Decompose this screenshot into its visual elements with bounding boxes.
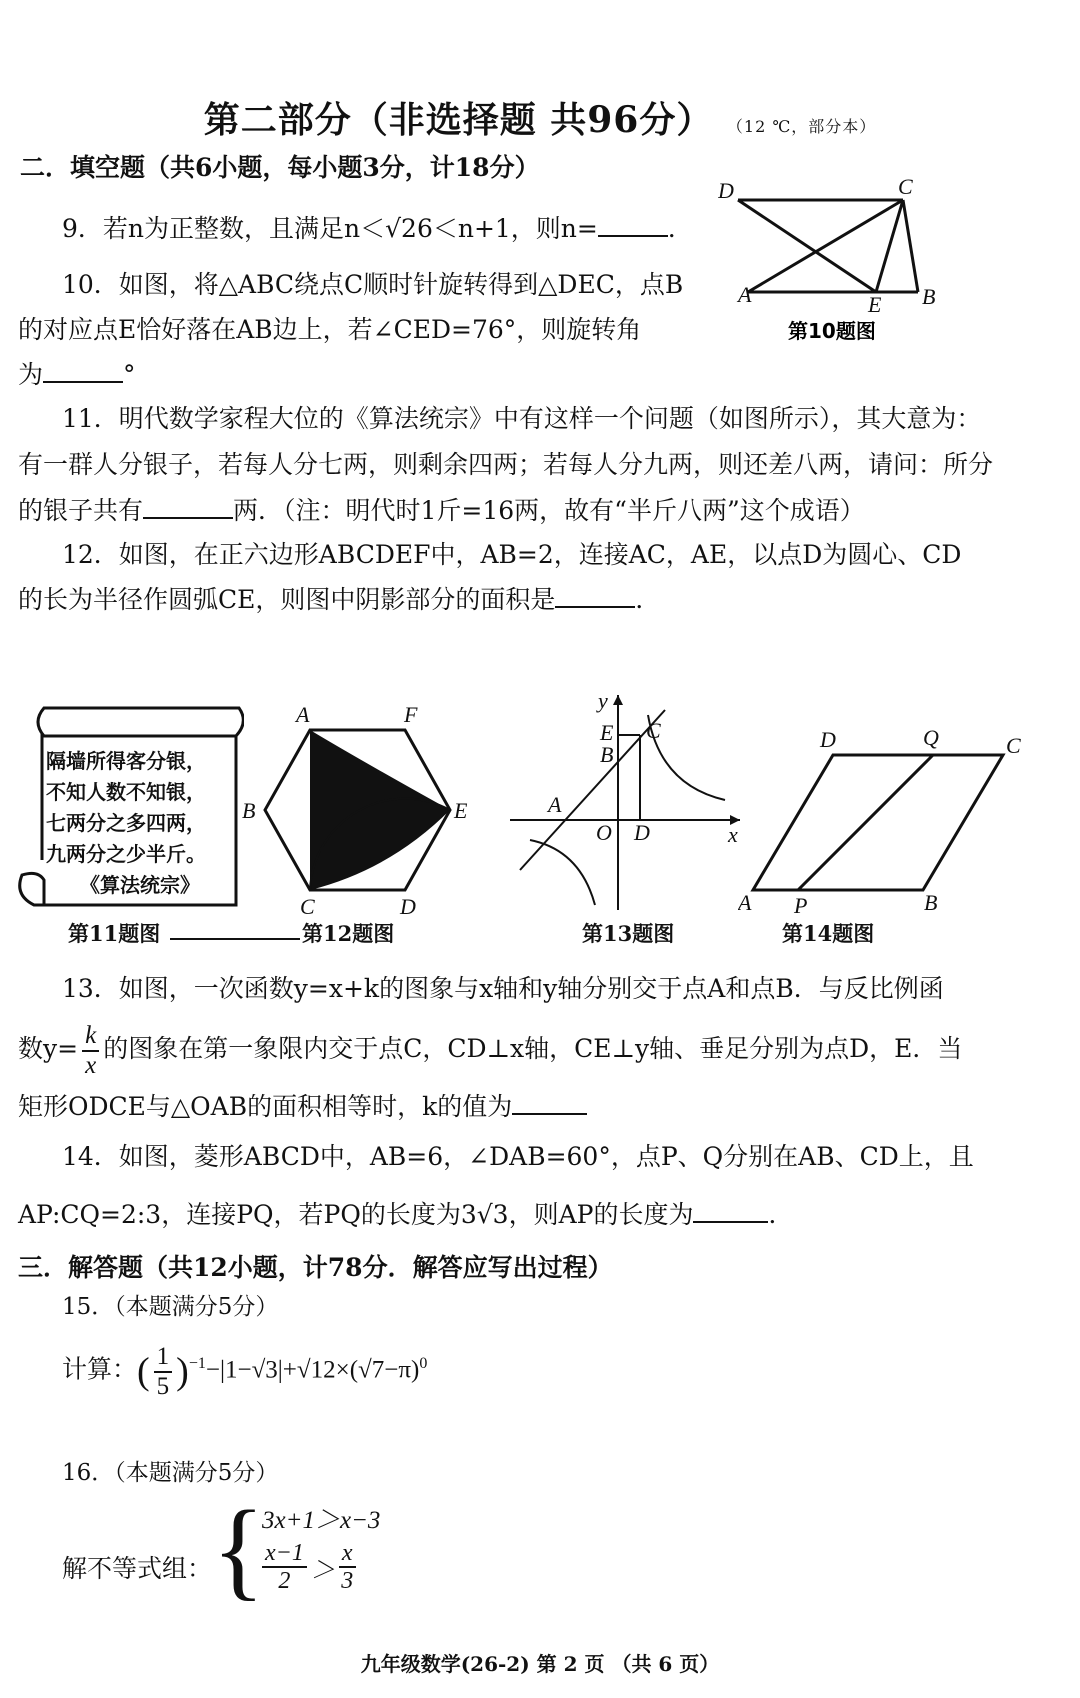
fig10-label-E: E [868, 292, 882, 317]
q9-end: ． [667, 214, 693, 243]
fig10-label-B: B [922, 284, 936, 309]
q13-line2 [18, 1022, 1073, 1079]
q15-expression [62, 1334, 427, 1402]
q10-line3-pre: 为 [18, 360, 44, 389]
q12-line1: 12．如图，在正六边形ABCDEF中，AB=2，连接AC，AE，以点D为圆心、CD [62, 540, 962, 569]
q13-frac-den: x [85, 1051, 97, 1079]
q16-frac-right-num: x [339, 1540, 356, 1568]
fig14-segment-PQ [798, 755, 933, 890]
fig14-label-P: P [794, 893, 808, 915]
fig10-caption: 第10题图 [788, 319, 876, 343]
fig10-segment-CB [903, 200, 918, 292]
fig11-poem-line: 不知人数不知银， [46, 780, 206, 804]
q13-fraction [82, 1022, 99, 1079]
page-title [0, 92, 1080, 143]
fig13-line-y-x-k [520, 710, 665, 870]
figure-10 [718, 170, 978, 355]
q14-line2 [18, 1190, 793, 1240]
fig14-label-Q: Q [923, 725, 939, 750]
fig13-y-arrow [613, 695, 623, 705]
question-9 [62, 204, 693, 254]
fill-section-heading: 二．填空题（共6小题，每小题3分，计18分） [20, 153, 540, 182]
q16-inequality-1: 3x+1＞x−3 [262, 1507, 381, 1534]
figure-14 [738, 725, 1038, 915]
answer-section-heading: 三．解答题（共12小题，计78分．解答应写出过程） [18, 1253, 613, 1282]
q12-answer-blank[interactable] [555, 584, 635, 608]
fig10-label-C: C [898, 174, 913, 199]
fig13-label-D: D [634, 820, 650, 845]
fig12-label-A: A [296, 702, 310, 727]
fig14-label-B: B [924, 890, 938, 915]
fig10-segment-DE [738, 200, 876, 292]
q9-answer-blank[interactable] [598, 213, 668, 237]
q11-line3-post: 两．（注：明代时1斤=16两，故有“半斤八两”这个成语） [233, 496, 865, 525]
q10-line2: 的对应点E恰好落在AB边上，若∠CED=76°，则旋转角 [18, 315, 642, 344]
q16-head: 16．（本题满分5分） [62, 1460, 279, 1486]
q16-inequality-2 [258, 1540, 360, 1595]
q12-line2-post: ． [635, 585, 661, 614]
fig12-label-F: F [404, 702, 418, 727]
fig12-label-E: E [454, 798, 468, 823]
q11-line2: 有一群人分银子，若每人分七两，则剩余四两；若每人分九两，则还差八两，请问：所分 [18, 450, 994, 479]
figure-12 [240, 700, 480, 920]
fig13-hyperbola-q3 [530, 840, 595, 905]
q13-frac-num: k [82, 1022, 99, 1052]
q14-line2-pre: AP:CQ=2:3，连接PQ，若PQ的长度为3√3，则AP的长度为 [18, 1200, 694, 1229]
fig14-label-C: C [1006, 733, 1021, 758]
q12-line2 [18, 575, 660, 625]
q10-line3 [18, 350, 136, 400]
q11-line3 [18, 486, 1073, 536]
page-title-text: 第二部分（非选择题 共96分） [203, 99, 714, 141]
fig12-shaded-region [310, 730, 450, 890]
fig12-label-D: D [400, 894, 416, 919]
q15-label: 计算： [62, 1354, 138, 1384]
q16-frac-left-num: x−1 [262, 1540, 307, 1568]
q10-line3-post: ° [123, 360, 136, 389]
fig11-poem-line: 七两分之多四两， [46, 811, 206, 835]
q11-line1: 11．明代数学家程大位的《算法统宗》中有这样一个问题（如图所示），其大意为： [62, 404, 982, 433]
fig12-label-C: C [300, 894, 315, 919]
q15-exponent-neg1: −1 [188, 1355, 206, 1372]
q15-head: 15．（本题满分5分） [62, 1294, 279, 1320]
q15-frac-num: 1 [154, 1343, 173, 1373]
q13-line3 [18, 1082, 587, 1132]
q16-brace: { [212, 1488, 265, 1610]
q14-answer-blank[interactable] [693, 1199, 768, 1223]
q10-answer-blank[interactable] [43, 359, 123, 383]
page-footer: 九年级数学(26-2) 第 2 页 （共 6 页） [360, 1652, 720, 1676]
fig14-label-A: A [738, 890, 752, 915]
fig14-label-D: D [820, 727, 836, 752]
fig11-underline [170, 938, 300, 940]
figure-11 [14, 700, 244, 930]
fig10-label-A: A [738, 282, 752, 307]
fig13-label-y: y [598, 690, 608, 713]
q15-exponent-0: 0 [419, 1355, 428, 1372]
fig13-label-B: B [600, 742, 614, 767]
q13-line2-pre: 数y= [18, 1034, 79, 1063]
fig11-poem-source: 《算法统宗》 [80, 873, 200, 897]
q11-answer-blank[interactable] [143, 495, 233, 519]
q16-frac-left-den: 2 [278, 1568, 291, 1595]
fig13-label-C: C [646, 718, 661, 743]
fig11-poem-line: 隔墙所得客分银， [46, 749, 206, 773]
fig13-caption: 第13题图 [582, 921, 675, 946]
fig14-rhombus [753, 755, 1003, 890]
fig11-scroll-top-roll [38, 708, 243, 736]
fig14-caption: 第14题图 [782, 921, 875, 946]
figure-13 [500, 690, 750, 915]
fig11-poem [46, 746, 206, 901]
q16-frac-right [339, 1540, 356, 1595]
fig12-label-B: B [242, 798, 256, 823]
fig13-label-E: E [600, 720, 614, 745]
q15-expr-rest: −|1−√3|+√12×(√7−π) [205, 1356, 420, 1384]
fig11-caption: 第11题图 [68, 921, 161, 946]
q13-line2-post: 的图象在第一象限内交于点C，CD⊥x轴，CE⊥y轴、垂足分别为点D，E．当 [103, 1034, 963, 1063]
q15-paren-close: ) [176, 1350, 189, 1393]
q10-line1: 10．如图，将△ABC绕点C顺时针旋转得到△DEC，点B [62, 270, 684, 299]
q12-line2-pre: 的长为半径作圆弧CE，则图中阴影部分的面积是 [18, 585, 556, 614]
fig11-poem-line: 九两分之少半斤。 [46, 842, 206, 866]
fig13-label-A: A [548, 792, 562, 817]
q14-line1: 14．如图，菱形ABCD中，AB=6，∠DAB=60°，点P、Q分别在AB、CD上，且 [62, 1142, 974, 1171]
q13-answer-blank[interactable] [512, 1091, 587, 1115]
fig11-scroll-bottom-roll [20, 873, 44, 905]
q16-frac-right-den: 3 [341, 1568, 354, 1595]
fig13-label-x: x [728, 822, 738, 847]
q15-paren-open: ( [137, 1350, 150, 1393]
fig12-caption: 第12题图 [302, 921, 395, 946]
q16-label: 解不等式组： [62, 1554, 213, 1583]
fig13-label-O: O [596, 820, 612, 845]
q11-line3-pre: 的银子共有 [18, 496, 144, 525]
q13-line1: 13．如图，一次函数y=x+k的图象与x轴和y轴分别交于点A和点B．与反比例函 [62, 974, 944, 1003]
q9-text: 9．若n为正整数，且满足n＜√26＜n+1，则n= [62, 214, 598, 243]
q14-line2-post: ． [768, 1200, 794, 1229]
q15-fraction [154, 1343, 173, 1400]
fig10-label-D: D [718, 178, 734, 203]
title-handwritten-note: （12 ℃，部分本） [726, 117, 877, 136]
q16-frac-left [262, 1540, 307, 1595]
q13-line3-pre: 矩形ODCE与△OAB的面积相等时，k的值为 [18, 1092, 513, 1121]
q16-inequality-op: ＞ [310, 1557, 335, 1584]
q15-frac-den: 5 [156, 1372, 170, 1400]
